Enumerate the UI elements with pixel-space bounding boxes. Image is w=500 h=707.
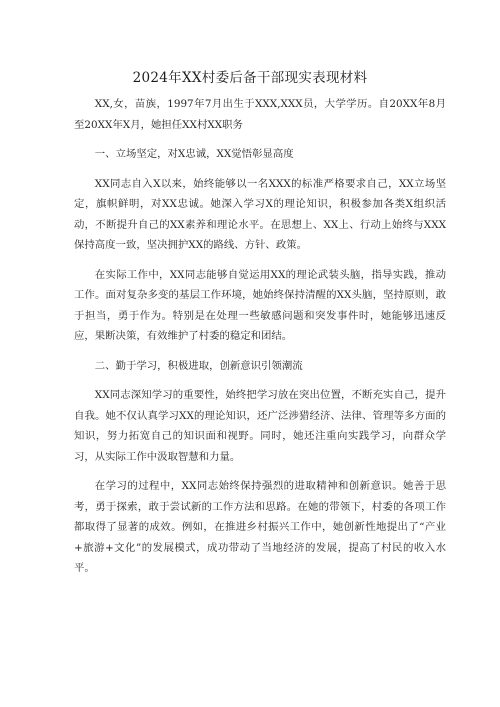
section-1-heading: 一、立场坚定，对X忠诚，XX觉悟彰显高度 — [94, 148, 294, 160]
section-1-paragraph-1: XX同志自入X以来，始终能够以一名XXX的标准严格要求自己，XX立场坚定，旗帜鲜明，对XX忠诚。她深入学习X的理论知识，积极参加各类X组织活动，不断提升自己的XX素养和理论水平。在思想上、XX上、行动上始终与XXX保持高度一致，坚决拥护XX的路线、方针、政策。 — [74, 177, 446, 251]
section-2-paragraph-1: XX同志深知学习的重要性，始终把学习放在突出位置，不断充实自己，提升自我。她不仅认真学习XX的理论知识，还广泛涉猎经济、法律、管理等多方面的知识，努力拓宽自己的知识面和视野。同时，她还注重向实践学习，向群众学习，从实际工作中汲取智慧和力量。 — [74, 389, 446, 463]
section-2-heading: 二、勤于学习，积极进取，创新意识引领潮流 — [94, 359, 303, 372]
section-2-paragraph-2: 在学习的过程中，XX同志始终保持强烈的进取精神和创新意识。她善于思考，勇于探索，敢于尝试新的工作方法和思路。在她的带领下，村委的各项工作都取得了显著的成效。例如，在推进乡村振兴工作中，她创新性地提出了“产业+旅游+文化”的发展模式，成功带动了当地经济的发展，提高了村民的收入水平。 — [74, 480, 446, 574]
section-1-paragraph-2: 在实际工作中，XX同志能够自觉运用XX的理论武装头脑，指导实践，推动工作。面对复杂多变的基层工作环境，她始终保持清醒的XX头脑，坚持原则，敢于担当，勇于作为。特别是在处理一些敏感问题和突发事件时，她能够迅速反应，果断决策，有效维护了村委的稳定和团结。 — [74, 268, 446, 342]
document-body — [74, 94, 446, 588]
document-title: 2024年XX村委后备干部现实表现材料 — [132, 70, 368, 86]
intro-paragraph: XX,女，苗族，1997年7月出生于XXX,XXX员，大学学历。自20XX年8月至20XX年X月，她担任XX村XX职务 — [74, 98, 446, 131]
